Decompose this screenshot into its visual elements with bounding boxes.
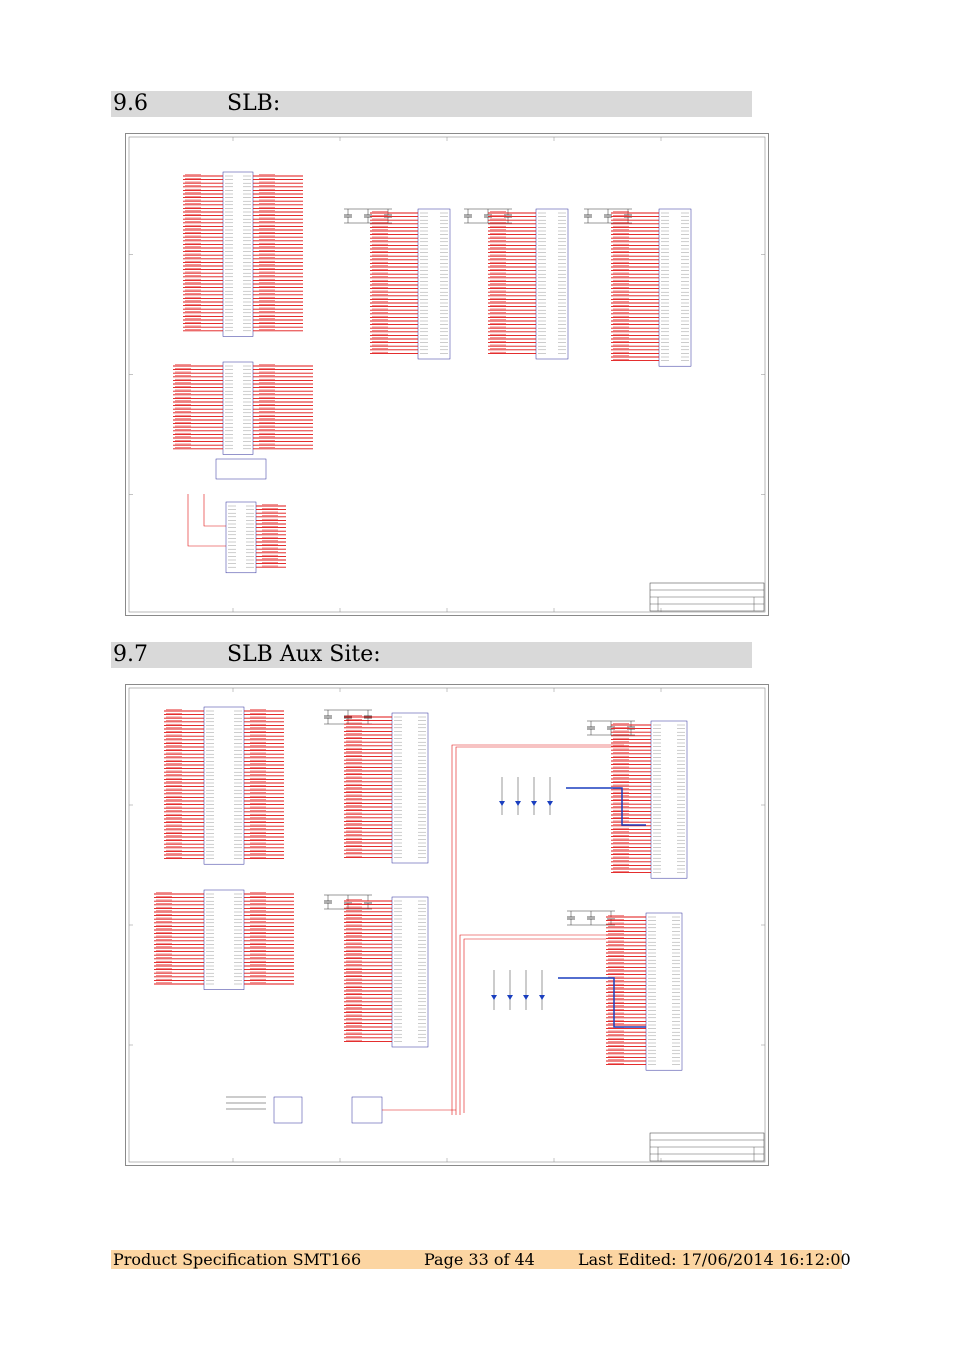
component-symbol <box>392 897 428 1047</box>
component-symbol <box>274 1097 302 1123</box>
section-number: 9.6 <box>113 91 148 116</box>
component-symbol <box>226 502 256 573</box>
section-title: SLB: <box>227 91 281 116</box>
led-symbol <box>507 995 513 1000</box>
section-heading-9-6 <box>111 91 752 117</box>
slb-schematic-drawing <box>126 134 768 615</box>
led-symbol <box>531 801 537 806</box>
component-symbol <box>223 362 253 454</box>
component-symbol <box>223 172 253 336</box>
section-heading-9-7 <box>111 642 752 668</box>
net-wire <box>452 745 624 1115</box>
led-symbol <box>491 995 497 1000</box>
component-symbol <box>392 713 428 863</box>
net-wire <box>188 494 226 546</box>
component-symbol <box>418 209 450 359</box>
led-symbol <box>539 995 545 1000</box>
footer-page-number: Page 33 of 44 <box>424 1250 535 1269</box>
footer-last-edited: Last Edited: 17/06/2014 16:12:00 <box>578 1250 851 1269</box>
section-number: 9.7 <box>113 642 148 667</box>
slb-schematic <box>125 133 769 616</box>
section-title: SLB Aux Site: <box>227 642 381 667</box>
led-symbol <box>523 995 529 1000</box>
component-symbol <box>216 459 266 479</box>
component-symbol <box>352 1097 382 1123</box>
footer-product: Product Specification SMT166 <box>113 1250 362 1269</box>
led-symbol <box>499 801 505 806</box>
slb-aux-site-schematic-drawing <box>126 685 768 1165</box>
net-wire <box>204 494 226 526</box>
net-wire <box>464 939 606 1113</box>
component-symbol <box>536 209 568 359</box>
led-symbol <box>547 801 553 806</box>
slb-aux-site-schematic <box>125 684 769 1166</box>
drawing-border <box>129 137 765 612</box>
page-footer <box>111 1250 851 1269</box>
drawing-border <box>129 688 765 1162</box>
led-symbol <box>515 801 521 806</box>
